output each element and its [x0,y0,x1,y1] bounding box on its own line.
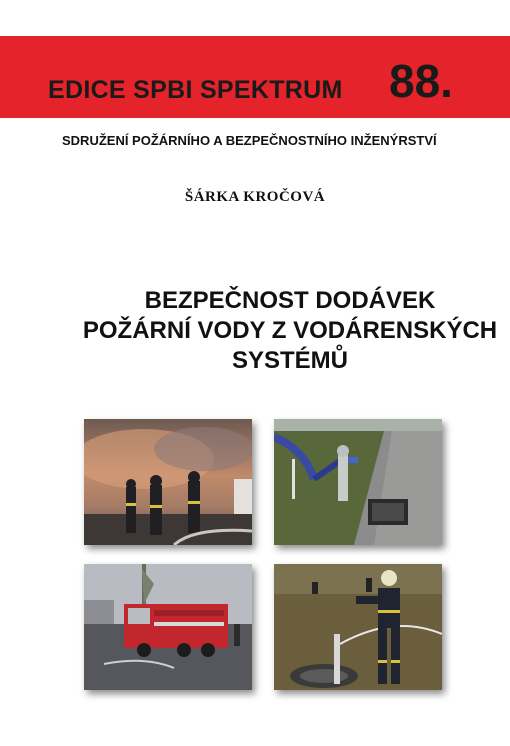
series-title: EDICE SPBI SPEKTRUM [48,76,343,104]
photo-fire-truck [84,564,252,690]
photo-hydrant-hose [274,419,442,545]
title-line-2: POŽÁRNÍ VODY Z VODÁRENSKÝCH [82,317,498,344]
photo-firefighter-hose-field [274,564,442,690]
series-number: 88. [389,55,453,107]
author-name: ŠÁRKA KROČOVÁ [184,189,326,205]
photo-firefighters-smoke [84,419,252,545]
title-line-3: SYSTÉMŮ [231,347,348,374]
book-title [0,286,510,376]
title-line-1: BEZPEČNOST DODÁVEK [144,287,436,314]
organization-name: SDRUŽENÍ POŽÁRNÍHO A BEZPEČNOSTNÍHO INŽENÝRSTVÍ [62,133,437,148]
